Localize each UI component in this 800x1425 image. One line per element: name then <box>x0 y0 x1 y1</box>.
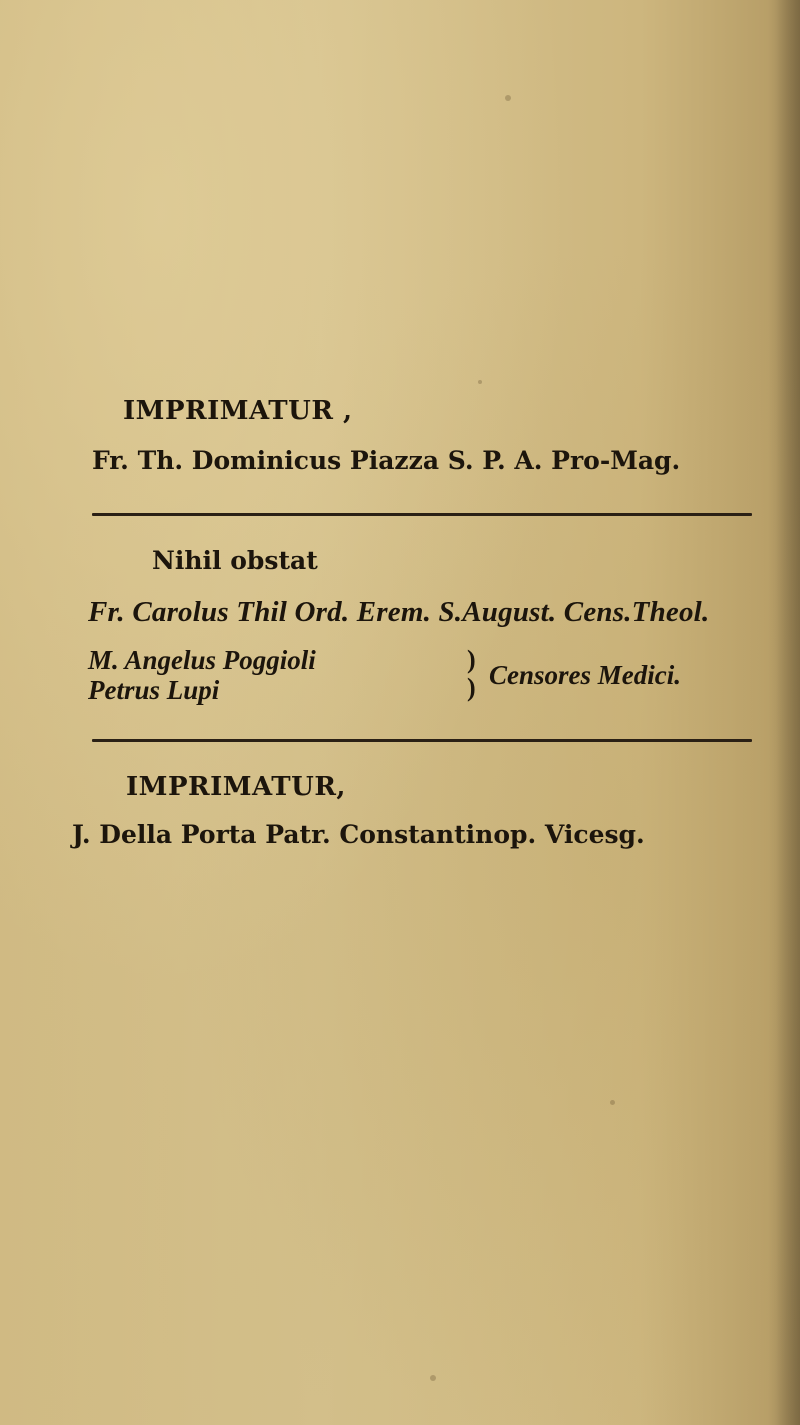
imprimatur-signatory: Fr. Th. Dominicus Piazza S. P. A. Pro-Mag. <box>92 446 681 475</box>
imprimatur-signatory: J. Della Porta Patr. Constantinop. Vicesg. <box>72 820 645 849</box>
paper-speck <box>430 1375 436 1381</box>
imprimatur-heading: IMPRIMATUR, <box>126 772 346 802</box>
theological-censor: Fr. Carolus Thil Ord. Erem. S.August. Cens.Theol. <box>88 596 710 628</box>
medical-censor-name: M. Angelus Poggioli <box>88 645 316 675</box>
imprimatur-heading: IMPRIMATUR , <box>123 396 353 426</box>
divider-rule <box>92 739 752 742</box>
paper-speck <box>610 1100 615 1105</box>
page-edge-shadow <box>776 0 800 1425</box>
divider-rule <box>92 513 752 516</box>
paper-speck <box>505 95 511 101</box>
paper-speck <box>478 380 482 384</box>
bracket-bottom: ) <box>467 673 476 702</box>
medical-censor-name: Petrus Lupi <box>88 675 220 705</box>
bracket-top: ) <box>467 645 476 674</box>
medical-censors-role: Censores Medici. <box>489 660 681 690</box>
nihil-obstat-heading: Nihil obstat <box>152 546 318 575</box>
